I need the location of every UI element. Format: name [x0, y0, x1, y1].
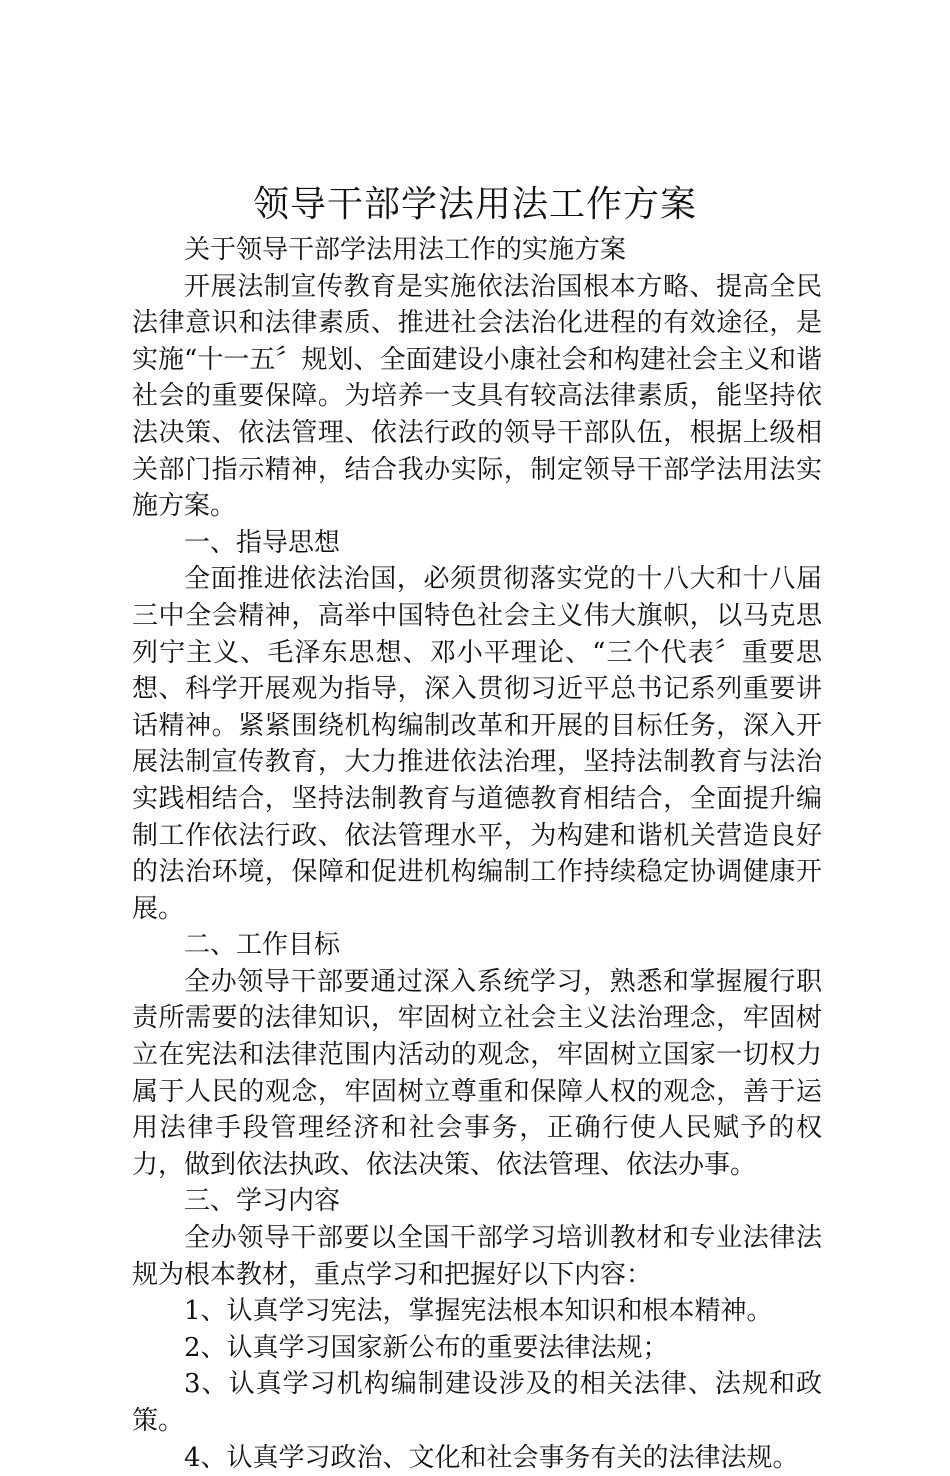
document-title: 领导干部学法用法工作方案: [252, 184, 697, 225]
subtitle-paragraph: 关于领导干部学法用法工作的实施方案: [184, 235, 627, 265]
work-goals-paragraph: 全办领导干部要通过深入系统学习，熟悉和掌握履行职责所需要的法律知识，牢固树立社会主义法治理念，牢固树立在宪法和法律范围内活动的观念，牢固树立国家一切权力属于人民的观念，牢固树立尊重和保障人权的观念，善于运用法律手段管理经济和社会事务，正确行使人民赋予的权力，做到依法执政、依法决策、依法管理、依法办事。: [132, 966, 822, 1180]
list-item-2: 2、认真学习国家新公布的重要法律法规；: [184, 1332, 669, 1363]
list-item-4: 4、认真学习政治、文化和社会事务有关的法律法规。: [184, 1442, 799, 1473]
section-heading-work-goals: 二、工作目标: [184, 930, 341, 961]
list-item-3: 3、认真学习机构编制建设涉及的相关法律、法规和政策。: [132, 1369, 822, 1436]
list-item-1: 1、认真学习宪法，掌握宪法根本知识和根本精神。: [184, 1296, 773, 1327]
study-content-paragraph: 全办领导干部要以全国干部学习培训教材和专业法律法规为根本教材，重点学习和把握好以下内容：: [132, 1223, 822, 1290]
section-heading-guiding-ideology: 一、指导思想: [184, 527, 341, 558]
guiding-ideology-paragraph: 全面推进依法治国，必须贯彻落实党的十八大和十八届三中全会精神，高举中国特色社会主义伟大旗帜，以马克思列宁主义、毛泽东思想、邓小平理论、“三个代表〞重要思想、科学开展观为指导，深入贯彻习近平总书记系列重要讲话精神。紧紧围绕机构编制改革和开展的目标任务，深入开展法制宣传教育，大力推进依法治理，坚持法制教育与法治实践相结合，坚持法制教育与道德教育相结合，全面提升编制工作依法行政、依法管理水平，为构建和谐机关营造良好的法治环境，保障和促进机构编制工作持续稳定协调健康开展。: [132, 564, 822, 924]
section-heading-study-content: 三、学习内容: [184, 1186, 341, 1217]
intro-paragraph: 开展法制宣传教育是实施依法治国根本方略、提高全民法律意识和法律素质、推进社会法治化进程的有效途径，是实施“十一五〞规划、全面建设小康社会和构建社会主义和谐社会的重要保障。为培养一支具有较高法律素质，能坚持依法决策、依法管理、依法行政的领导干部队伍，根据上级相关部门指示精神，结合我办实际，制定领导干部学法用法实施方案。: [132, 271, 822, 522]
document-body: [132, 232, 822, 1476]
